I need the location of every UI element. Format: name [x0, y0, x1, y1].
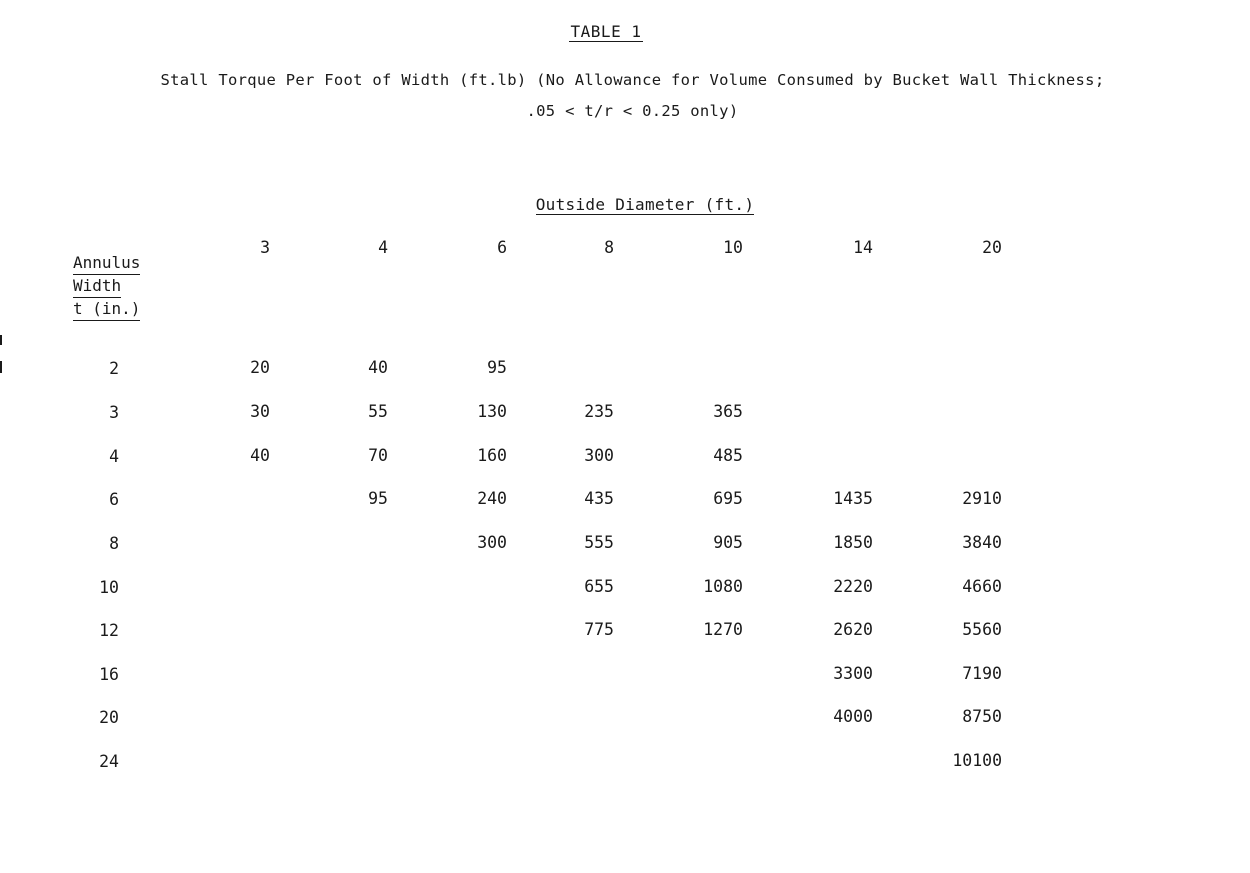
table-cell: 4660 — [962, 577, 1002, 596]
table-cell: 4000 — [833, 707, 873, 726]
table-cell: 20 — [250, 358, 270, 377]
margin-mark — [0, 335, 2, 375]
row-header — [73, 252, 140, 321]
table-cell: 130 — [477, 402, 507, 421]
row-label: 8 — [109, 534, 119, 553]
row-label: 20 — [99, 708, 119, 727]
table-cell: 160 — [477, 446, 507, 465]
table-title — [0, 22, 1212, 41]
column-header: 14 — [853, 238, 873, 257]
table-cell: 2620 — [833, 620, 873, 639]
row-label: 16 — [99, 665, 119, 684]
column-header: 10 — [723, 238, 743, 257]
table-cell: 3300 — [833, 664, 873, 683]
row-header-line-1: Annulus — [73, 252, 140, 275]
table-cell: 30 — [250, 402, 270, 421]
column-group-title-text: Outside Diameter (ft.) — [535, 195, 755, 214]
table-cell: 2910 — [962, 489, 1002, 508]
table-cell: 235 — [584, 402, 614, 421]
column-header: 20 — [982, 238, 1002, 257]
table-cell: 300 — [584, 446, 614, 465]
table-cell: 905 — [713, 533, 743, 552]
table-cell: 1080 — [703, 577, 743, 596]
table-cell: 95 — [368, 489, 388, 508]
table-cell: 695 — [713, 489, 743, 508]
column-header: 8 — [604, 238, 614, 257]
table-cell: 365 — [713, 402, 743, 421]
column-group-title — [0, 195, 1250, 214]
column-header: 4 — [378, 238, 388, 257]
table-cell: 70 — [368, 446, 388, 465]
column-header: 3 — [260, 238, 270, 257]
table-cell: 3840 — [962, 533, 1002, 552]
table-cell: 1270 — [703, 620, 743, 639]
table-cell: 7190 — [962, 664, 1002, 683]
table-cell: 240 — [477, 489, 507, 508]
table-cell: 8750 — [962, 707, 1002, 726]
table-cell: 1850 — [833, 533, 873, 552]
table-cell: 485 — [713, 446, 743, 465]
table-cell: 10100 — [952, 751, 1002, 770]
table-cell: 775 — [584, 620, 614, 639]
caption-line-1: Stall Torque Per Foot of Width (ft.lb) (No Allowance for Volume Consumed by Bucket Wall Thickness; — [160, 71, 1105, 89]
row-label: 24 — [99, 752, 119, 771]
table-cell: 555 — [584, 533, 614, 552]
row-label: 4 — [109, 447, 119, 466]
table-cell: 300 — [477, 533, 507, 552]
column-header: 6 — [497, 238, 507, 257]
row-label: 12 — [99, 621, 119, 640]
table-cell: 435 — [584, 489, 614, 508]
table-cell: 1435 — [833, 489, 873, 508]
table-cell: 5560 — [962, 620, 1002, 639]
table-cell: 40 — [368, 358, 388, 377]
table-cell: 2220 — [833, 577, 873, 596]
table-cell: 40 — [250, 446, 270, 465]
table-caption — [0, 65, 1250, 127]
row-label: 6 — [109, 490, 119, 509]
row-label: 3 — [109, 403, 119, 422]
table-cell: 95 — [487, 358, 507, 377]
row-label: 2 — [109, 359, 119, 378]
table-cell: 55 — [368, 402, 388, 421]
row-label: 10 — [99, 578, 119, 597]
table-title-text: TABLE 1 — [570, 22, 642, 41]
table-cell: 655 — [584, 577, 614, 596]
caption-line-2: .05 < t/r < 0.25 only) — [526, 102, 739, 120]
row-header-line-3: t (in.) — [73, 298, 140, 321]
row-header-line-2: Width — [73, 275, 121, 298]
